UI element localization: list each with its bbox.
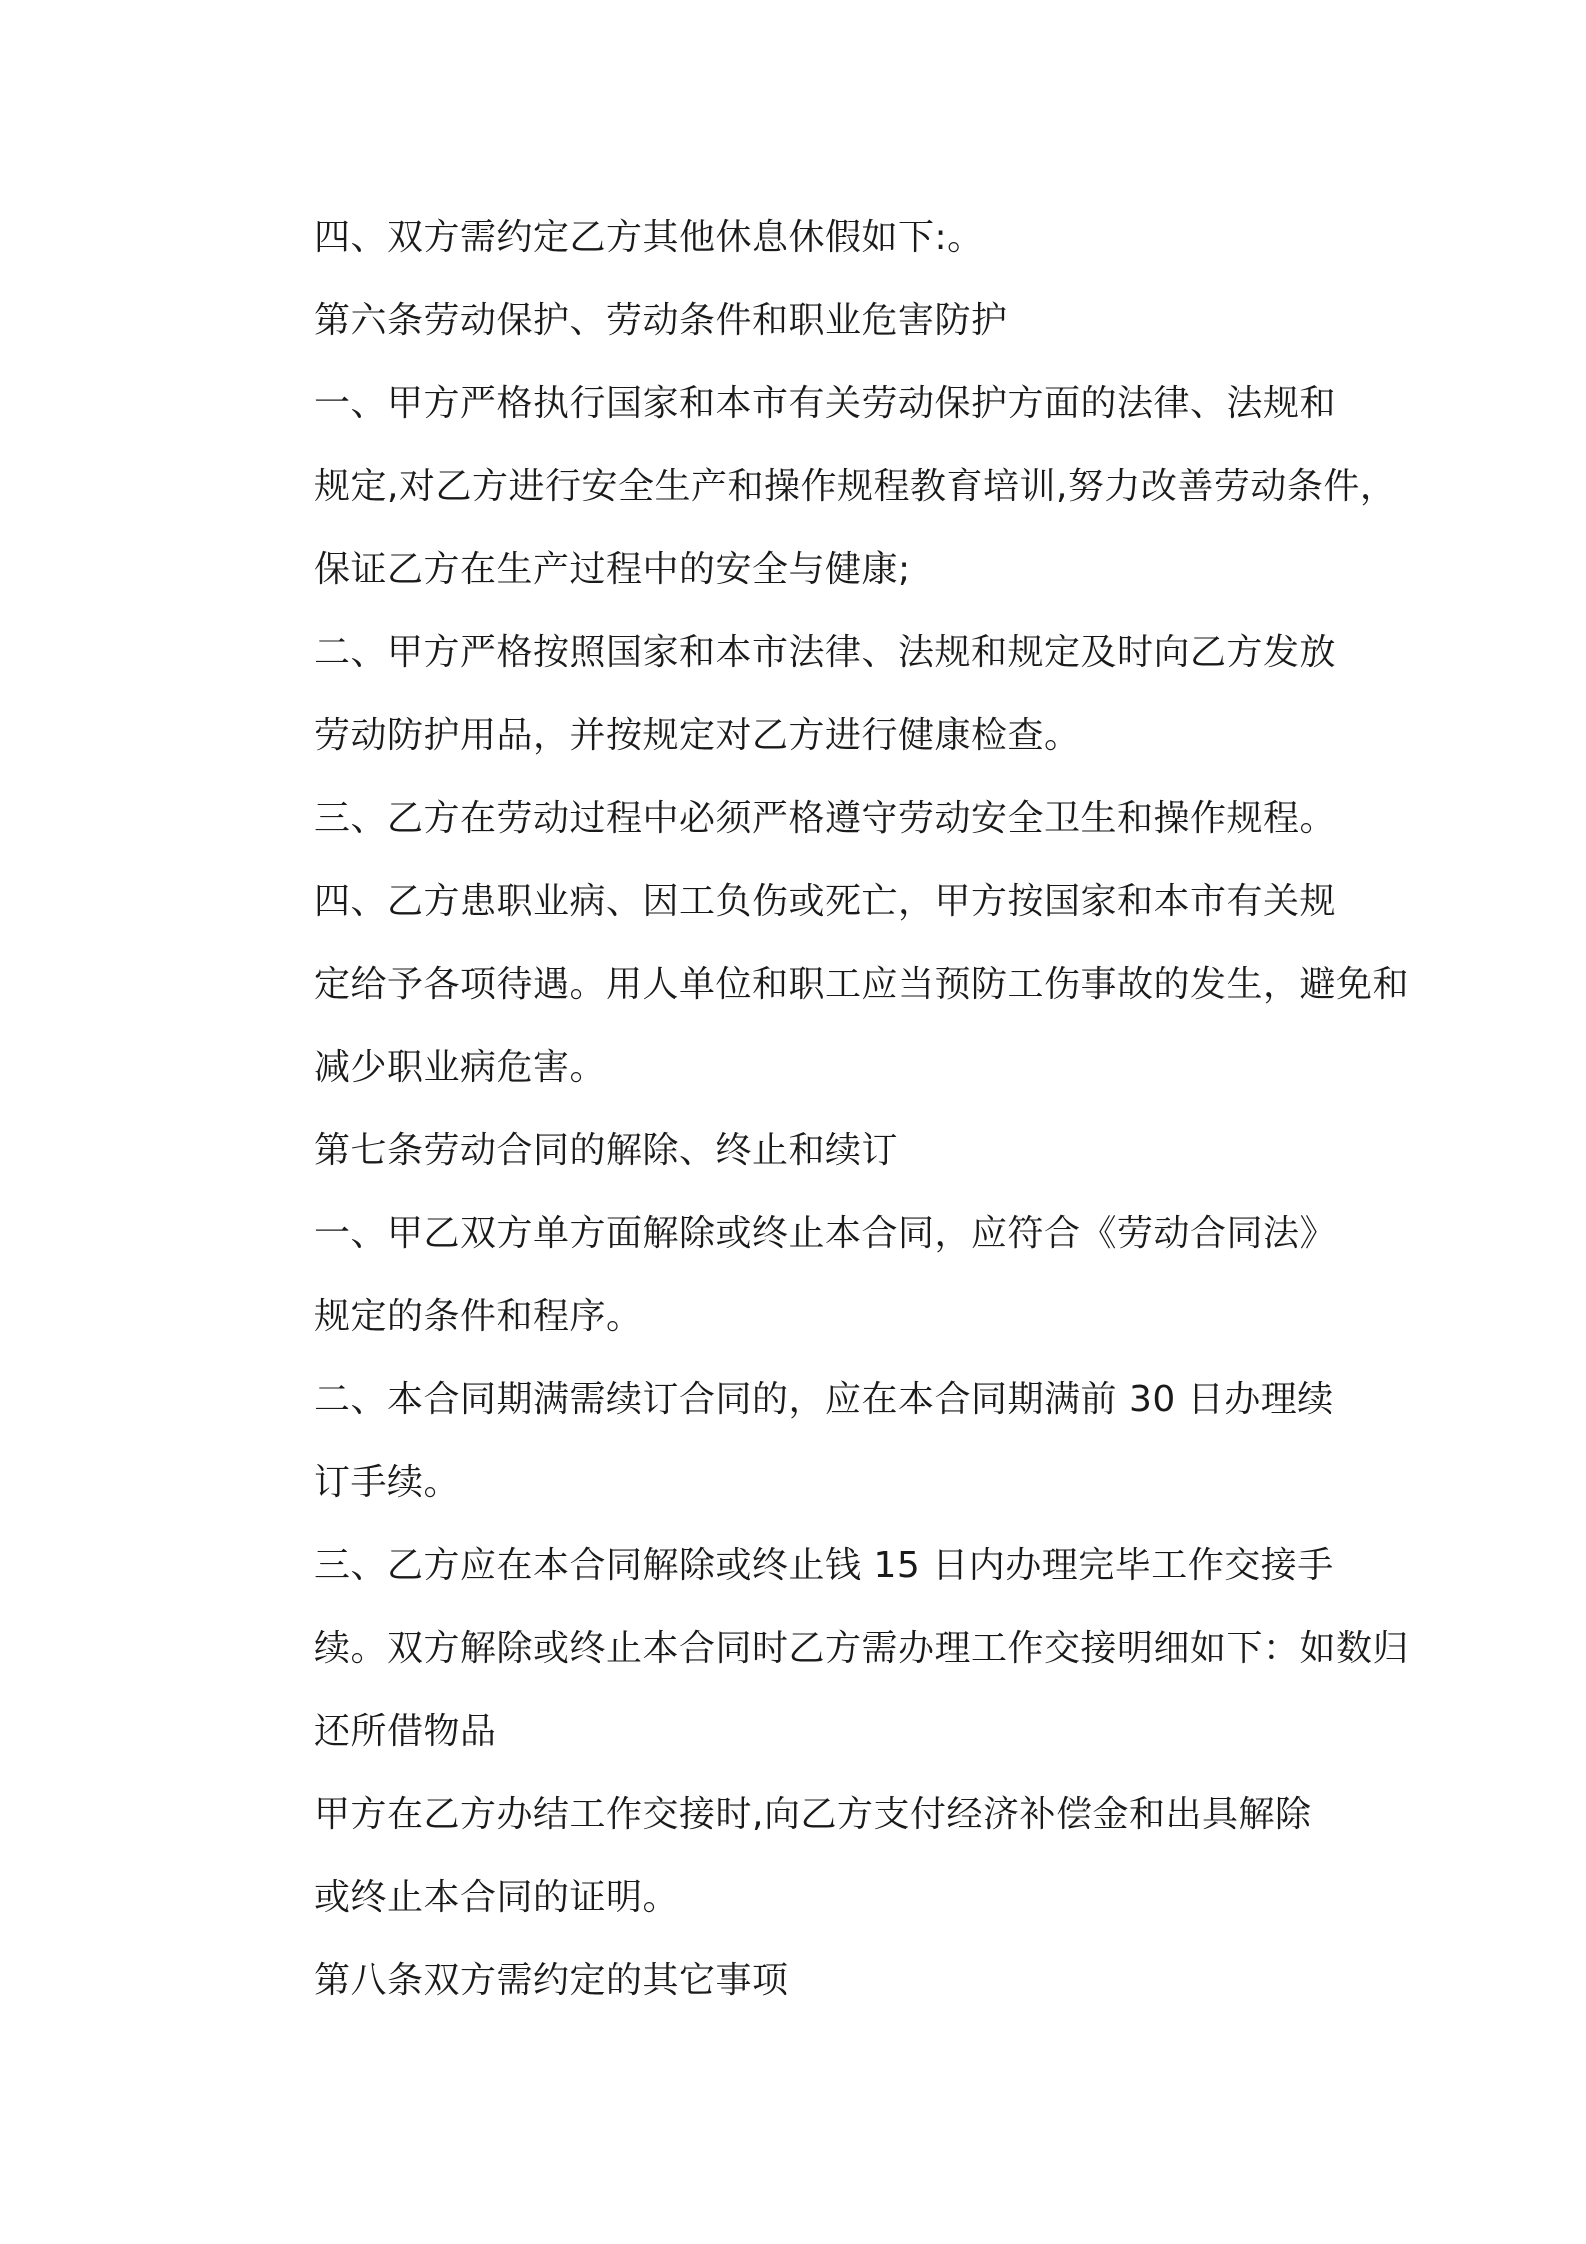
- paragraph-termination-3: [240, 1524, 1410, 1773]
- heading-article-7: [240, 1109, 1350, 1192]
- text-line: 第八条双方需约定的其它事项: [314, 1960, 789, 2001]
- text-line: 一、甲方严格执行国家和本市有关劳动保护方面的法律、法规和: [314, 383, 1337, 424]
- paragraph-rest-leave: [240, 196, 1350, 279]
- text-line: 四、乙方患职业病、因工负伤或死亡，甲方按国家和本市有关规: [314, 881, 1337, 922]
- paragraph-labor-protection-3: [240, 777, 1350, 860]
- text-line: 规定的条件和程序。: [314, 1296, 643, 1337]
- text-line: 二、甲方严格按照国家和本市法律、法规和规定及时向乙方发放: [314, 632, 1337, 673]
- paragraph-compensation: [240, 1773, 1350, 1939]
- text-line: 四、双方需约定乙方其他休息休假如下:。: [314, 217, 984, 258]
- text-line: 减少职业病危害。: [314, 1047, 607, 1088]
- heading-article-8: [240, 1939, 1350, 2022]
- text-line: 一、甲乙双方单方面解除或终止本合同，应符合《劳动合同法》: [314, 1213, 1337, 1254]
- text-line: 二、本合同期满需续订合同的，应在本合同期满前 30 日办理续: [314, 1379, 1334, 1420]
- text-line: 三、乙方应在本合同解除或终止钱 15 日内办理完毕工作交接手: [314, 1545, 1334, 1586]
- paragraph-labor-protection-1: [240, 362, 1397, 611]
- text-line: 续。双方解除或终止本合同时乙方需办理工作交接明细如下：如数归: [314, 1628, 1410, 1669]
- text-line: 还所借物品: [314, 1711, 497, 1752]
- text-line: 订手续。: [314, 1462, 461, 1503]
- contract-body: [240, 196, 1410, 2022]
- text-line: 第六条劳动保护、劳动条件和职业危害防护: [314, 300, 1008, 341]
- text-line: 定给予各项待遇。用人单位和职工应当预防工伤事故的发生，避免和: [314, 964, 1410, 1005]
- text-line: 甲方在乙方办结工作交接时,向乙方支付经济补偿金和出具解除: [314, 1794, 1312, 1835]
- text-line: 保证乙方在生产过程中的安全与健康;: [314, 549, 911, 590]
- text-line: 劳动防护用品，并按规定对乙方进行健康检查。: [314, 715, 1081, 756]
- text-line: 三、乙方在劳动过程中必须严格遵守劳动安全卫生和操作规程。: [314, 798, 1337, 839]
- text-line: 规定,对乙方进行安全生产和操作规程教育培训,努力改善劳动条件，: [314, 466, 1397, 507]
- text-line: 第七条劳动合同的解除、终止和续订: [314, 1130, 899, 1171]
- paragraph-labor-protection-2: [240, 611, 1350, 777]
- text-line: 或终止本合同的证明。: [314, 1877, 680, 1918]
- heading-article-6: [240, 279, 1350, 362]
- paragraph-termination-1: [240, 1192, 1350, 1358]
- paragraph-termination-2: [240, 1358, 1350, 1524]
- paragraph-labor-protection-4: [240, 860, 1410, 1109]
